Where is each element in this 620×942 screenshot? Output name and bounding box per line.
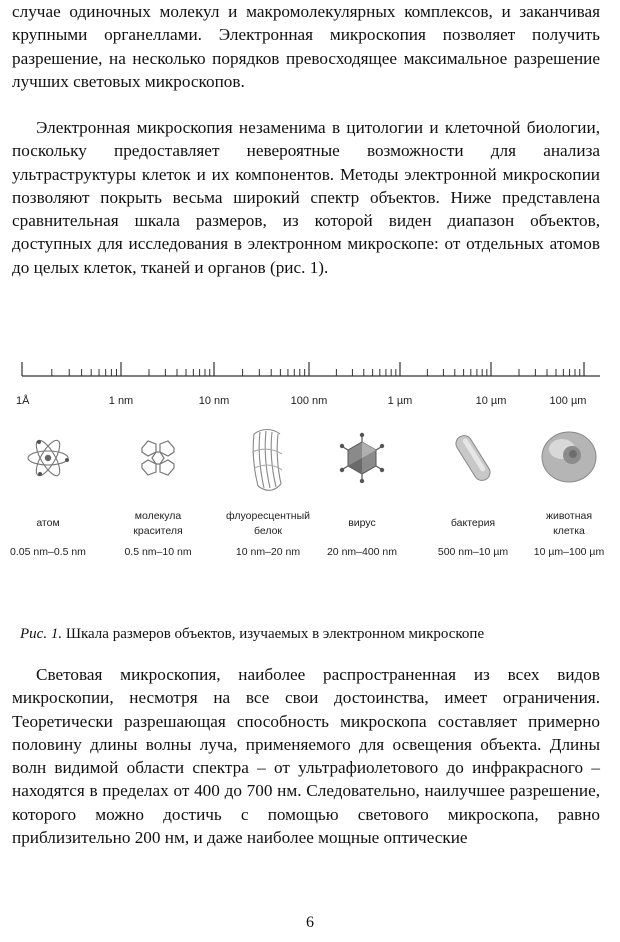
object-size-range: 500 nm–10 µm [437,546,509,558]
scale-label: 1 nm [108,395,134,407]
object-size-range: 10 nm–20 nm [235,546,301,558]
animal-cell-icon [542,432,596,482]
atom-icon [28,437,69,479]
object-name: атом [36,517,60,529]
size-scale-figure [0,330,620,560]
object-size-range: 0.5 nm–10 nm [124,546,192,558]
dye-molecule-icon [142,441,174,475]
object-name: молекула [134,510,182,522]
object-size-range: 10 µm–100 µm [533,546,605,558]
scale-labels [16,394,586,407]
object-name: флуоресцентный [226,510,310,522]
object-labels [10,510,604,558]
scale-label: 10 µm [475,395,507,407]
scale-label: 1Å [16,395,30,407]
paragraph-light-microscopy: Световая микроскопия, наиболее распространенная из всех видов микроскопии, несмотря на все свои достоинства, имеет ограничения. Теоретически разрешающая способность микроскопа составляет примерно половину длины волны луча, применяемого для освещения объекта. Длины волн видимой области спектра – от ультрафиолетового до инфракрасного – находятся в пределах от 400 до 700 нм. Следовательно, наилучшее разрешение, которого можно достичь с помощью светового микроскопа, равно приблизительно 200 нм, и даже наиболее мощные оптические [12,665,600,848]
scale-label: 10 nm [198,395,230,407]
caption-label: Рис. 1. [20,626,63,642]
log-scale-ruler [22,362,600,376]
virus-icon [340,433,383,482]
paragraph-continuation: случае одиночных молекул и макромолекулярных комплексов, и заканчивая крупными органеллами. Электронная микроскопия позволяет получить разрешение, на несколько порядков превосходящее максимальное разрешение лучших световых микроскопов. [12,2,600,91]
caption-text: Шкала размеров объектов, изучаемых в электронном микроскопе [62,626,485,642]
page-number: 6 [306,914,314,931]
scale-label: 100 µm [549,395,587,407]
object-name: красителя [133,525,183,537]
fluorescent-protein-icon [252,430,282,491]
object-size-range: 0.05 nm–0.5 nm [10,546,86,558]
scale-label: 100 nm [290,395,328,407]
figure-caption [20,626,610,643]
bacterium-icon [453,433,493,484]
paragraph-electron-microscopy: Электронная микроскопия незаменима в цитологии и клеточной биологии, поскольку предоставляет невероятные возможности для анализа ультраструктуры клеток и их компонентов. Методы электронной микроскопии позволяют покрыть весьма широкий спектр объектов. Ниже представлена сравнительная шкала размеров, из которой виден диапазон объектов, доступных для исследования в электронном микроскопе: от отдельных атомов до целых клеток, тканей и органов (рис. 1). [12,118,600,277]
object-name: вирус [348,517,376,529]
object-name: бактерия [450,517,496,529]
scale-label: 1 µm [387,395,413,407]
object-size-range: 20 nm–400 nm [326,546,398,558]
object-name: белок [253,525,283,537]
object-name: клетка [553,525,585,537]
object-name: животная [545,510,593,522]
